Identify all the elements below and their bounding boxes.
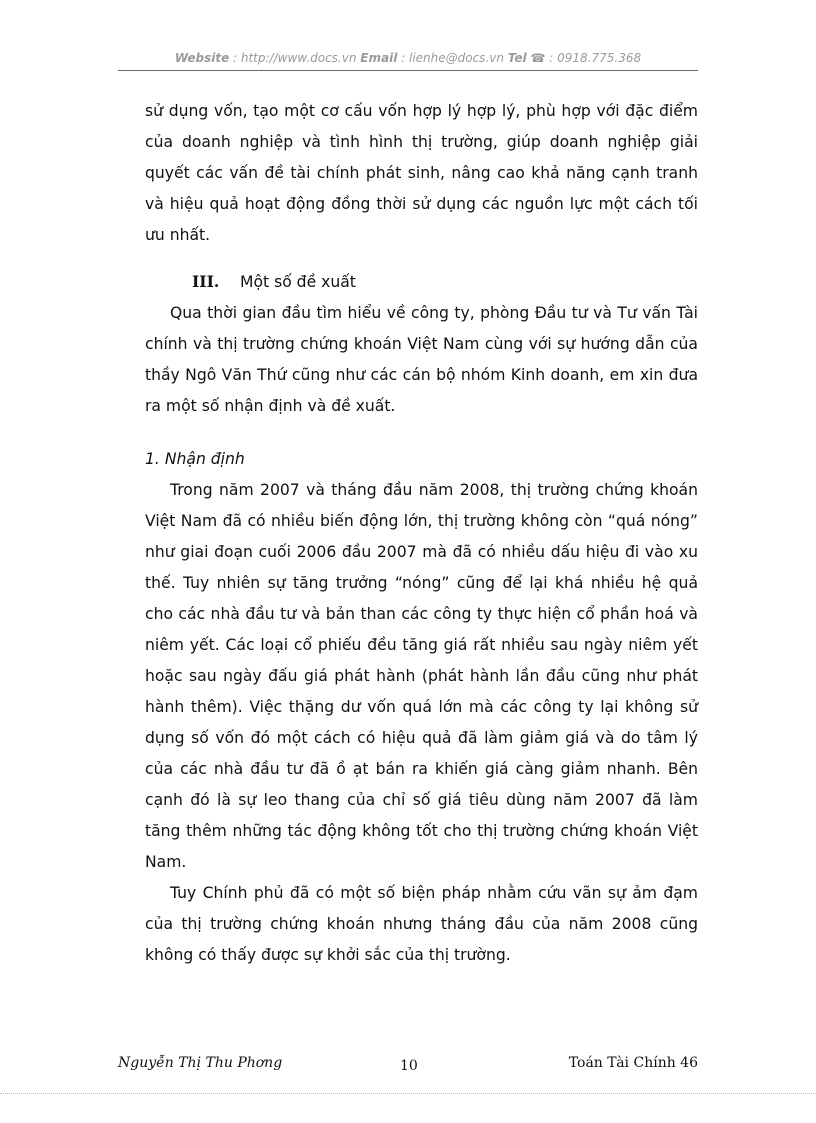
section-title: Một số đề xuất <box>240 273 356 291</box>
email-label: Email <box>360 51 398 65</box>
header-divider <box>118 70 698 71</box>
footer-author: Nguyễn Thị Thu Phơng <box>118 1055 283 1071</box>
paragraph-2: Tuy Chính phủ đã có một số biện pháp nhằm cứu vãn sự ảm đạm của thị trường chứng khoán nhưng tháng đầu của năm 2008 cũng không có thấy được sự khởi sắc của thị trường. <box>145 884 698 964</box>
subsection-heading: 1. Nhận định <box>145 450 245 468</box>
page-footer <box>118 1055 698 1079</box>
phone-icon: ☎ <box>530 51 546 65</box>
paragraph-1: Trong năm 2007 và tháng đầu năm 2008, thị trường chứng khoán Việt Nam đã có nhiều biến động lớn, thị trường không còn “quá nóng” như giai đoạn cuối 2006 đầu 2007 mà đã có nhiều dấu hiệu đi vào xu thế. Tuy nhiên sự tăng trưởng “nóng” cũng để lại khá nhiều hệ quả cho các nhà đầu tư và bản than các công ty thực hiện cổ phần hoá và niêm yết. Các loại cổ phiếu đều tăng giá rất nhiều sau ngày niêm yết hoặc sau ngày đấu giá phát hành (phát hành lần đầu cũng như phát hành thêm). Việc thặng dư vốn quá lớn mà các công ty lại không sử dụng số vốn đó một cách có hiệu quả đã làm giảm giá và do tâm lý của các nhà đầu tư đã ồ ạt bán ra khiến giá càng giảm nhanh. Bên cạnh đó là sự leo thang của chỉ số giá tiêu dùng năm 2007 đã làm tăng thêm những tác động không tốt cho thị trường chứng khoán Việt Nam. <box>145 481 698 871</box>
email-address[interactable]: : lienhe@docs.vn <box>397 51 508 65</box>
footer-course: Toán Tài Chính 46 <box>568 1055 698 1071</box>
document-body <box>145 96 698 971</box>
website-url[interactable]: : http://www.docs.vn <box>229 51 361 65</box>
page-number: 10 <box>400 1058 418 1074</box>
page-bottom-divider <box>0 1093 816 1094</box>
intro-paragraph: sử dụng vốn, tạo một cơ cấu vốn hợp lý hợp lý, phù hợp với đặc điểm của doanh nghiệp và tình hình thị trường, giúp doanh nghiệp giải quyết các vấn đề tài chính phát sinh, nâng cao khả năng cạnh tranh và hiệu quả hoạt động đồng thời sử dụng các nguồn lực một cách tối ưu nhất. <box>145 102 698 244</box>
tel-number: : 0918.775.368 <box>545 51 642 65</box>
section-number: III. <box>192 272 220 291</box>
tel-label: Tel <box>507 51 527 65</box>
section-heading <box>145 266 698 298</box>
page-header <box>118 51 698 65</box>
website-label: Website <box>174 51 230 65</box>
section-paragraph: Qua thời gian đầu tìm hiểu về công ty, phòng Đầu tư và Tư vấn Tài chính và thị trường chứng khoán Việt Nam cùng với sự hướng dẫn của thầy Ngô Văn Thứ cũng như các cán bộ nhóm Kinh doanh, em xin đưa ra một số nhận định và đề xuất. <box>145 304 698 415</box>
